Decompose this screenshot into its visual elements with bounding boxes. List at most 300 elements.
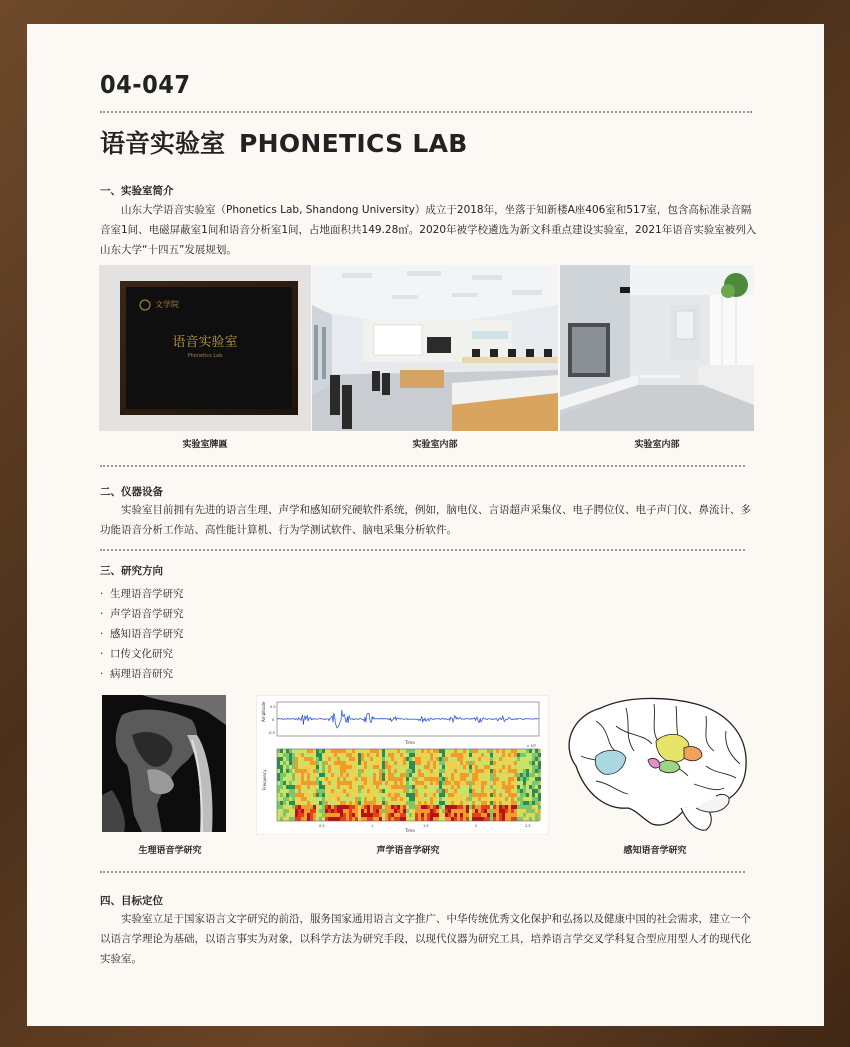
spectrogram-cell xyxy=(400,801,403,805)
spectrogram-cell xyxy=(382,765,385,769)
spectrogram-cell xyxy=(283,809,286,813)
spectrogram-cell xyxy=(433,757,436,761)
spectrogram-cell xyxy=(331,809,334,813)
spectrogram-cell xyxy=(385,789,388,793)
spectrogram-cell xyxy=(514,789,517,793)
spectrogram-cell xyxy=(319,805,322,809)
spectrogram-cell xyxy=(280,757,283,761)
spectrogram-cell xyxy=(475,753,478,757)
spectrogram-cell xyxy=(370,765,373,769)
research-list xyxy=(100,584,184,684)
spectrogram-cell xyxy=(316,749,319,753)
spectrogram-cell xyxy=(418,793,421,797)
spectrogram-cell xyxy=(286,801,289,805)
spectrogram-cell xyxy=(448,785,451,789)
spectrogram-cell xyxy=(307,781,310,785)
spectrogram-cell xyxy=(301,749,304,753)
spectrogram-cell xyxy=(442,797,445,801)
spectrogram-cell xyxy=(520,785,523,789)
spectrogram-cell xyxy=(535,805,538,809)
spectrogram-cell xyxy=(508,773,511,777)
spectrogram-cell xyxy=(343,797,346,801)
spectrogram-cell xyxy=(409,773,412,777)
spectrogram-cell xyxy=(538,805,541,809)
spectrogram-cell xyxy=(388,753,391,757)
spectrogram-cell xyxy=(520,761,523,765)
spectrogram-cell xyxy=(295,793,298,797)
spectrogram-cell xyxy=(535,817,538,821)
spectrogram-cell xyxy=(433,761,436,765)
spectrogram-cell xyxy=(448,801,451,805)
spectrogram-cell xyxy=(391,753,394,757)
spectrogram-cell xyxy=(316,789,319,793)
spectrogram-cell xyxy=(451,753,454,757)
spectrogram-cell xyxy=(421,813,424,817)
spectrogram-cell xyxy=(514,805,517,809)
spectrogram-cell xyxy=(439,777,442,781)
spectrogram-cell xyxy=(487,753,490,757)
spectrogram-cell xyxy=(436,777,439,781)
spectrogram-cell xyxy=(286,805,289,809)
spectrogram-cell xyxy=(484,809,487,813)
spectrogram-cell xyxy=(523,809,526,813)
spectrogram-cell xyxy=(337,801,340,805)
spectrogram-cell xyxy=(502,805,505,809)
spectrogram-cell xyxy=(406,813,409,817)
spectrogram-cell xyxy=(535,753,538,757)
spectrogram-cell xyxy=(496,757,499,761)
spectrogram-cell xyxy=(514,809,517,813)
spectrogram-cell xyxy=(343,773,346,777)
spectrogram-cell xyxy=(361,797,364,801)
spectrogram-cell xyxy=(397,805,400,809)
spectrogram-cell xyxy=(376,757,379,761)
spectrogram-cell xyxy=(280,793,283,797)
spectrogram-cell xyxy=(361,773,364,777)
spectrogram-cell xyxy=(430,797,433,801)
spectrogram-cell xyxy=(409,769,412,773)
spectrogram-cell xyxy=(418,753,421,757)
spectrogram-cell xyxy=(439,749,442,753)
spectrogram-cell xyxy=(469,765,472,769)
time-tick: 0.5 xyxy=(319,824,325,828)
spectrogram-cell xyxy=(511,809,514,813)
spectrogram-cell xyxy=(505,773,508,777)
time-tick: 1.5 xyxy=(423,824,429,828)
spectrogram-cell xyxy=(325,801,328,805)
spectrogram-cell xyxy=(313,769,316,773)
spectrogram-cell xyxy=(370,773,373,777)
spectrogram-cell xyxy=(367,785,370,789)
spectrogram-cell xyxy=(400,793,403,797)
spectrogram-cell xyxy=(397,757,400,761)
spectrogram-cell xyxy=(535,781,538,785)
spectrogram-cell xyxy=(523,785,526,789)
spectrogram-cell xyxy=(484,753,487,757)
spectrogram-cell xyxy=(526,781,529,785)
spectrogram-cell xyxy=(310,797,313,801)
spectrogram-cell xyxy=(439,773,442,777)
spectrogram-cell xyxy=(451,761,454,765)
spectrogram-cell xyxy=(526,793,529,797)
spectrogram-cell xyxy=(412,757,415,761)
spectrogram-cell xyxy=(424,801,427,805)
spectrogram-cell xyxy=(298,817,301,821)
spectrogram-cell xyxy=(397,809,400,813)
spectrogram-cell xyxy=(304,801,307,805)
spectrogram-cell xyxy=(322,797,325,801)
spectrogram-cell xyxy=(475,769,478,773)
spectrogram-cell xyxy=(397,793,400,797)
spectrogram-cell xyxy=(487,757,490,761)
spectrogram-cell xyxy=(322,813,325,817)
spectrogram-cell xyxy=(505,813,508,817)
spectrogram-cell xyxy=(313,805,316,809)
spectrogram-cell xyxy=(481,801,484,805)
spectrogram-cell xyxy=(442,817,445,821)
spectrogram-cell xyxy=(382,793,385,797)
spectrogram-cell xyxy=(376,813,379,817)
spectrogram-cell xyxy=(436,805,439,809)
spectrogram-cell xyxy=(283,801,286,805)
spectrogram-cell xyxy=(400,761,403,765)
spectrogram-cell xyxy=(322,809,325,813)
spectrogram-cell xyxy=(394,781,397,785)
poster-code: 04-047 xyxy=(100,70,191,99)
spectrogram-cell xyxy=(328,817,331,821)
spectrogram-cell xyxy=(403,805,406,809)
spectrogram-cell xyxy=(385,817,388,821)
spectrogram-cell xyxy=(538,765,541,769)
spectrogram-cell xyxy=(304,761,307,765)
spectrogram-cell xyxy=(439,769,442,773)
spectrogram-cell xyxy=(460,809,463,813)
spectrogram-cell xyxy=(313,813,316,817)
spectrogram-cell xyxy=(397,765,400,769)
spectrogram-cell xyxy=(499,773,502,777)
spectrogram-cell xyxy=(415,777,418,781)
spectrogram-cell xyxy=(508,757,511,761)
spectrogram-cell xyxy=(277,777,280,781)
spectrogram-cell xyxy=(466,789,469,793)
spectrogram-cell xyxy=(496,753,499,757)
spectrogram-cell xyxy=(280,813,283,817)
spectrogram-cell xyxy=(334,785,337,789)
spectrogram-cell xyxy=(304,749,307,753)
spectrogram-cell xyxy=(415,797,418,801)
spectrogram-cell xyxy=(520,765,523,769)
spectrogram-cell xyxy=(295,757,298,761)
spectrogram-cell xyxy=(289,793,292,797)
spectrogram-cell xyxy=(475,765,478,769)
spectrogram-cell xyxy=(532,793,535,797)
spectrogram-cell xyxy=(370,785,373,789)
spectrogram-cell xyxy=(466,749,469,753)
spectrogram-cell xyxy=(382,781,385,785)
spectrogram-cell xyxy=(340,749,343,753)
spectrogram-cell xyxy=(376,817,379,821)
spectrogram-cell xyxy=(376,749,379,753)
spectrogram-cell xyxy=(397,817,400,821)
spectrogram-cell xyxy=(352,769,355,773)
spectrogram-cell xyxy=(295,781,298,785)
spectrogram-cell xyxy=(517,761,520,765)
spectrogram-cell xyxy=(439,797,442,801)
spectrogram-cell xyxy=(490,753,493,757)
spectrogram-cell xyxy=(337,797,340,801)
spectrogram-cell xyxy=(436,757,439,761)
spectrogram-cell xyxy=(457,777,460,781)
spectrogram-cell xyxy=(316,777,319,781)
spectrogram-cell xyxy=(490,805,493,809)
spectrogram-cell xyxy=(520,749,523,753)
spectrogram-cell xyxy=(382,797,385,801)
spectrogram-cell xyxy=(448,765,451,769)
spectrogram-cell xyxy=(532,797,535,801)
spectrogram-cell xyxy=(511,765,514,769)
spectrogram-cell xyxy=(514,769,517,773)
spectrogram-cell xyxy=(457,749,460,753)
spectrogram-cell xyxy=(484,801,487,805)
spectrogram-cell xyxy=(409,753,412,757)
spectrogram-cell xyxy=(301,801,304,805)
spectrogram-cell xyxy=(445,817,448,821)
spectrogram-cell xyxy=(373,813,376,817)
spectrogram-cell xyxy=(421,817,424,821)
list-item: · 感知语音学研究 xyxy=(100,628,184,640)
spectrogram-cell xyxy=(430,757,433,761)
spectrogram-cell xyxy=(280,785,283,789)
spectrogram-cell xyxy=(475,789,478,793)
spectrogram-cell xyxy=(451,781,454,785)
spectrogram-cell xyxy=(394,805,397,809)
spec-ylabel: Frequency xyxy=(262,769,267,790)
spectrogram-cell xyxy=(514,757,517,761)
spectrogram-cell xyxy=(340,769,343,773)
spectrogram-cell xyxy=(403,769,406,773)
spectrogram-cell xyxy=(301,789,304,793)
spectrogram-cell xyxy=(454,781,457,785)
spectrogram-cell xyxy=(328,757,331,761)
spectrogram-cell xyxy=(406,777,409,781)
spectrogram-cell xyxy=(490,773,493,777)
spectrogram-cell xyxy=(460,761,463,765)
spectrogram-cell xyxy=(520,773,523,777)
spectrogram-cell xyxy=(505,749,508,753)
spectrogram-cell xyxy=(361,817,364,821)
spectrogram-cell xyxy=(304,777,307,781)
spectrogram-cell xyxy=(316,753,319,757)
spectrogram-cell xyxy=(415,753,418,757)
spectrogram-cell xyxy=(508,785,511,789)
spectrogram-cell xyxy=(295,753,298,757)
spectrogram-cell xyxy=(370,757,373,761)
spectrogram-cell xyxy=(358,761,361,765)
spectrogram-cell xyxy=(460,801,463,805)
spectrogram-cell xyxy=(427,817,430,821)
spectrogram-cell xyxy=(418,801,421,805)
spectrogram-cell xyxy=(436,753,439,757)
spectrogram-cell xyxy=(292,749,295,753)
spectrogram-cell xyxy=(406,761,409,765)
spectrogram-cell xyxy=(358,817,361,821)
spectrogram-cell xyxy=(439,781,442,785)
spectrogram-cell xyxy=(322,773,325,777)
spectrogram-cell xyxy=(496,761,499,765)
spectrogram-cell xyxy=(301,813,304,817)
spectrogram-cell xyxy=(304,789,307,793)
spectrogram-cell xyxy=(472,789,475,793)
spectrogram-cell xyxy=(367,757,370,761)
figure-caption-1: 生理语音学研究 xyxy=(138,846,202,856)
spectrogram-cell xyxy=(433,769,436,773)
spectrogram-cell xyxy=(427,757,430,761)
spectrogram-cell xyxy=(532,753,535,757)
spectrogram-cell xyxy=(364,789,367,793)
spectrogram-cell xyxy=(493,753,496,757)
spectrogram-cell xyxy=(310,805,313,809)
spectrogram-cell xyxy=(526,777,529,781)
spectrogram-cell xyxy=(493,757,496,761)
spectrogram-cell xyxy=(397,801,400,805)
spectrogram-cell xyxy=(412,749,415,753)
spectrogram-cell xyxy=(415,789,418,793)
spectrogram-cell xyxy=(400,769,403,773)
spectrogram-cell xyxy=(493,773,496,777)
spectrogram-cell xyxy=(460,777,463,781)
spectrogram-cell xyxy=(388,785,391,789)
spectrogram-cell xyxy=(538,761,541,765)
spectrogram-cell xyxy=(451,749,454,753)
spectrogram-cell xyxy=(490,769,493,773)
spectrogram-cell xyxy=(496,789,499,793)
spectrogram-cell xyxy=(493,797,496,801)
spectrogram-cell xyxy=(448,789,451,793)
spectrogram-cell xyxy=(289,773,292,777)
spectrogram-cell xyxy=(394,801,397,805)
spectrogram-cell xyxy=(334,805,337,809)
spectrogram-cell xyxy=(280,773,283,777)
spectrogram-cell xyxy=(355,781,358,785)
spectrogram-cell xyxy=(412,773,415,777)
spectrogram-cell xyxy=(457,789,460,793)
section1-paragraph: 山东大学语音实验室（Phonetics Lab, Shandong University）成立于2018年，坐落于知新楼A座406室和517室，包含高标准录音隔音室1间、电磁屏蔽室1间和语音分析室1间，占地面积共149.28㎡。2020年被学校遴选为新文科重点建设实验室，2021年语音实验室被列入山东大学“十四五”发展规划。 xyxy=(100,204,757,256)
spectrogram-cell xyxy=(373,797,376,801)
spectrogram-cell xyxy=(298,805,301,809)
spectrogram-cell xyxy=(535,785,538,789)
spectrogram-cell xyxy=(316,769,319,773)
spectrogram-cell xyxy=(475,761,478,765)
spectrogram-cell xyxy=(430,781,433,785)
spectrogram-cell xyxy=(532,813,535,817)
spectrogram-cell xyxy=(439,785,442,789)
spectrogram-cell xyxy=(421,781,424,785)
spectrogram-cell xyxy=(406,757,409,761)
spectrogram-cell xyxy=(346,785,349,789)
spectrogram-cell xyxy=(418,765,421,769)
spectrogram-cell xyxy=(349,753,352,757)
spectrogram-cell xyxy=(451,809,454,813)
spectrogram-cell xyxy=(478,753,481,757)
spectrogram-cell xyxy=(346,793,349,797)
spectrogram-cell xyxy=(529,805,532,809)
spectrogram-cell xyxy=(484,813,487,817)
spectrogram-cell xyxy=(298,785,301,789)
spectrogram-cell xyxy=(496,769,499,773)
spectrogram-cell xyxy=(532,817,535,821)
spectrogram-cell xyxy=(466,781,469,785)
spectrogram-cell xyxy=(346,749,349,753)
spectrogram-cell xyxy=(529,757,532,761)
spectrogram-cell xyxy=(454,753,457,757)
spectrogram-cell xyxy=(316,797,319,801)
spectrogram-cell xyxy=(394,765,397,769)
spectrogram-cell xyxy=(409,781,412,785)
spectrogram-cell xyxy=(490,749,493,753)
spectrogram-cell xyxy=(412,785,415,789)
spectrogram-cell xyxy=(448,805,451,809)
spectrogram-cell xyxy=(292,753,295,757)
spectrogram-cell xyxy=(418,777,421,781)
spectrogram-cell xyxy=(538,753,541,757)
spectrogram-cell xyxy=(352,773,355,777)
spectrogram-cell xyxy=(481,785,484,789)
spectrogram-cell xyxy=(319,809,322,813)
spectrogram-cell xyxy=(538,793,541,797)
spectrogram-cell xyxy=(442,809,445,813)
spectrogram-cell xyxy=(445,793,448,797)
spectrogram-cell xyxy=(433,805,436,809)
spectrogram-cell xyxy=(301,777,304,781)
spectrogram-cell xyxy=(514,761,517,765)
spectrogram-cell xyxy=(514,813,517,817)
figure-caption-3: 感知语音学研究 xyxy=(623,846,687,856)
spectrogram-cell xyxy=(334,809,337,813)
spectrogram-cell xyxy=(511,785,514,789)
spectrogram-cell xyxy=(403,793,406,797)
spectrogram-cell xyxy=(502,789,505,793)
spectrogram-cell xyxy=(496,805,499,809)
spectrogram-cell xyxy=(439,793,442,797)
spectrogram-cell xyxy=(424,797,427,801)
spectrogram-cell xyxy=(520,777,523,781)
spectrogram-cell xyxy=(505,809,508,813)
spectrogram-cell xyxy=(310,793,313,797)
spectrogram-cell xyxy=(457,769,460,773)
spectrogram-cell xyxy=(490,785,493,789)
spectrogram-cell xyxy=(424,793,427,797)
spectrogram-cell xyxy=(331,793,334,797)
spectrogram-cell xyxy=(364,777,367,781)
spectrogram-cell xyxy=(379,769,382,773)
spectrogram-cell xyxy=(385,793,388,797)
spectrogram-cell xyxy=(478,765,481,769)
spectrogram-cell xyxy=(478,809,481,813)
spectrogram-cell xyxy=(454,797,457,801)
spectrogram-cell xyxy=(412,761,415,765)
spectrogram-cell xyxy=(508,765,511,769)
spectrogram-cell xyxy=(493,801,496,805)
spectrogram-cell xyxy=(451,773,454,777)
spectrogram-cell xyxy=(445,785,448,789)
spectrogram-cell xyxy=(319,761,322,765)
spectrogram-cell xyxy=(448,749,451,753)
spectrogram-cell xyxy=(421,805,424,809)
spectrogram-cell xyxy=(292,781,295,785)
spectrogram-cell xyxy=(490,801,493,805)
spectrogram-cell xyxy=(292,769,295,773)
spectrogram-cell xyxy=(451,805,454,809)
